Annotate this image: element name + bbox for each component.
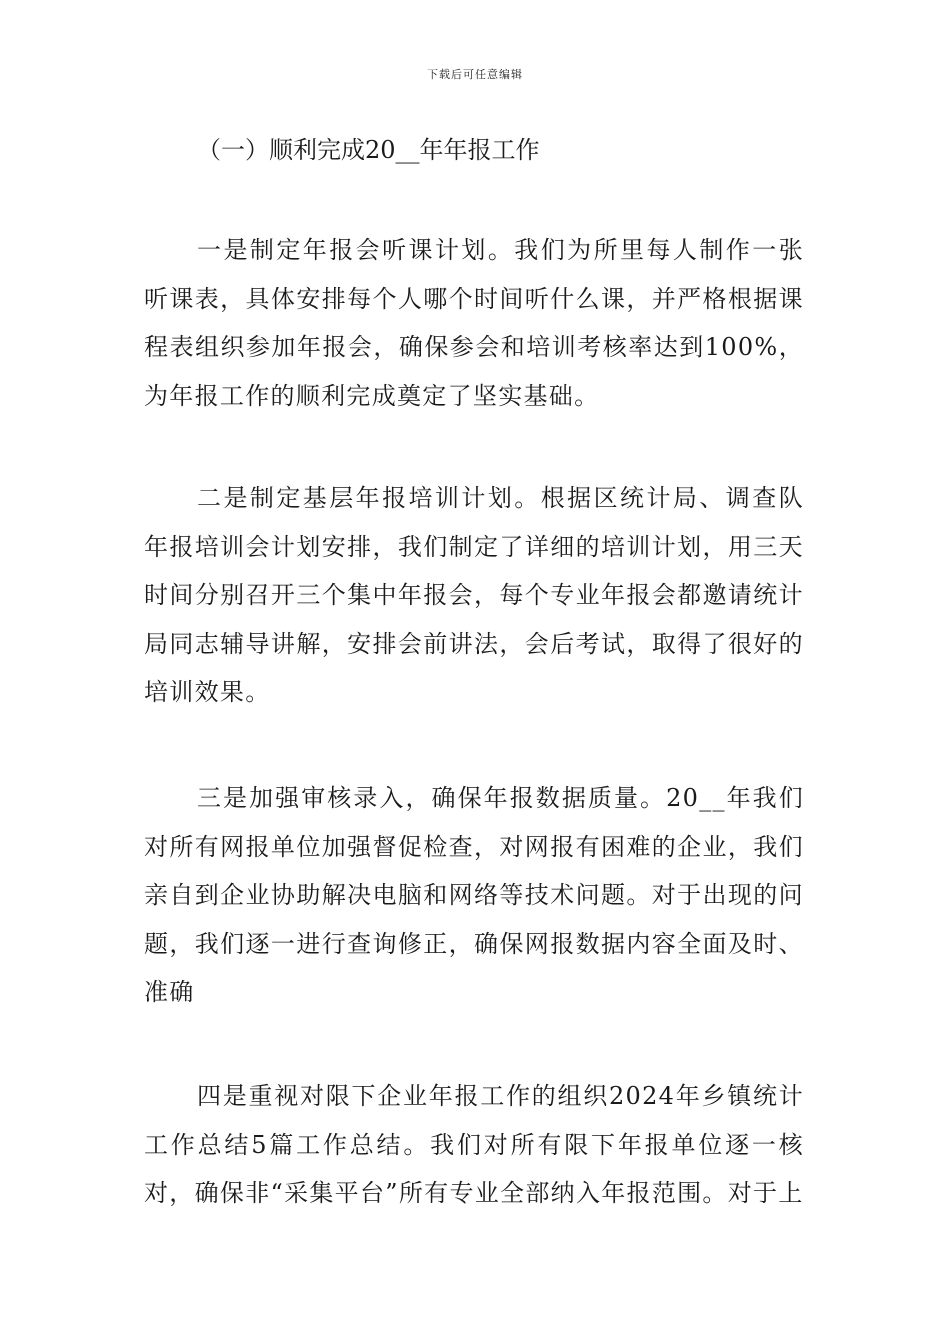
paragraph-1: 一是制定年报会听课计划。我们为所里每人制作一张听课表，具体安排每个人哪个时间听什么课，并严格根据课程表组织参加年报会，确保参会和培训考核率达到100%，为年报工作的顺利完成奠定了坚实基础。 (144, 236, 804, 410)
paragraph-2: 二是制定基层年报培训计划。根据区统计局、调查队年报培训会计划安排，我们制定了详细的培训计划，用三天时间分别召开三个集中年报会，每个专业年报会都邀请统计局同志辅导讲解，安排会前讲法，会后考试，取得了很好的培训效果。 (144, 484, 804, 706)
section-heading: （一）顺利完成20__年年报工作 (197, 136, 540, 164)
header-note: 下载后可任意编辑 (427, 68, 523, 81)
paragraph-4: 四是重视对限下企业年报工作的组织2024年乡镇统计工作总结5篇工作总结。我们对所有限下年报单位逐一核对，确保非“采集平台”所有专业全部纳入年报范围。对于上 (144, 1082, 804, 1207)
paragraph-3: 三是加强审核录入，确保年报数据质量。20__年我们对所有网报单位加强督促检查，对网报有困难的企业，我们亲自到企业协助解决电脑和网络等技术问题。对于出现的问题，我们逐一进行查询修正，确保网报数据内容全面及时、准确 (144, 784, 804, 1006)
